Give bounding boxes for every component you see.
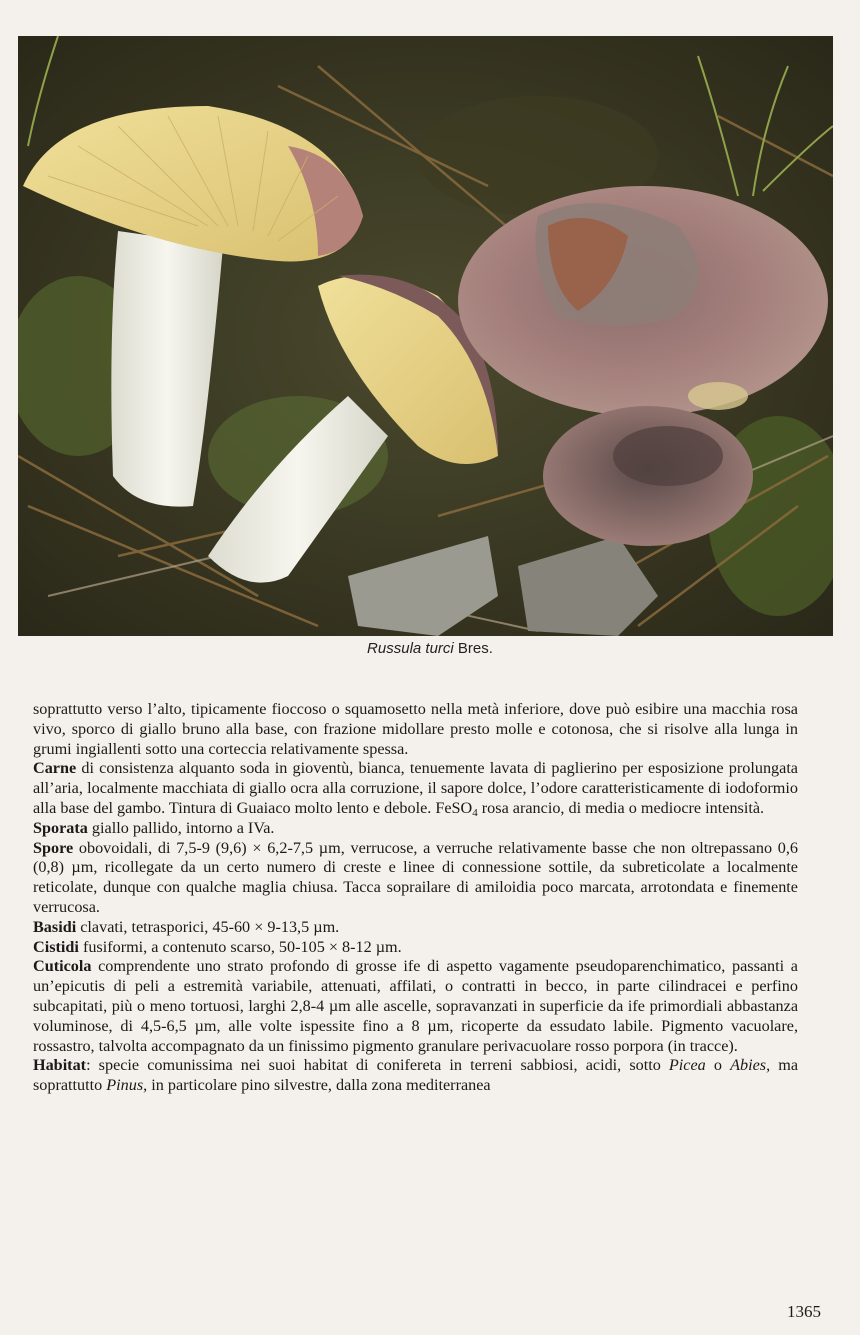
- mushroom-photograph: [18, 36, 833, 636]
- paragraph-habitat: Habitat: specie comunissima nei suoi habitat di conifereta in terreni sabbiosi, acidi, sotto Picea o Abies, ma soprattutto Pinus, in particolare pino silvestre, dalla zona mediterranea: [33, 1056, 799, 1095]
- caption-author: Bres.: [457, 640, 493, 657]
- heading-habitat: Habitat: [33, 1056, 87, 1075]
- body-text: [33, 700, 798, 1096]
- paragraph-spore: Spore obovoidali, di 7,5-9 (9,6) × 6,2-7,5 µm, verrucose, a verruche relativamente basse che non oltrepassano 0,6 (0,8) µm, ricollegate da un certo numero di creste e linee di connessione sottile, da subreticolate a localmente reticolate, dunque con qualche maglia chiusa. Tacca soprailare di amiloidia poco marcata, arrotondata e finemente verrucosa.: [33, 838, 798, 916]
- heading-spore: Spore: [33, 838, 74, 857]
- paragraph-cuticola: Cuticola comprendente uno strato profondo di grosse ife di aspetto vagamente pseudoparenchimatico, passanti a un’epicutis di peli a estremità variabile, attenuati, affilati, o contratti in becco, in parte cilindracei e perfino subcapitati, più o meno tortuosi, larghi 2,8-4 µm alle ascelle, sopravanzati in superficie da ife primordiali abbastanza voluminose, di 4,5-6,5 µm, alle volte ispessite fino a 8 µm, ricoperte da essudato labile. Pigmento vacuolare, rossastro, talvolta accompagnato da un finissimo pigmento granulare perivacuolare rosso porpora (in tracce).: [33, 957, 798, 1055]
- heading-basidi: Basidi: [33, 917, 77, 936]
- paragraph-carne: Carne di consistenza alquanto soda in gioventù, bianca, tenuemente lavata di paglierino per esposizione prolungata all’aria, localmente macchiata di giallo ocra alla corruzione, il sapore dolce, l’odore caratteristicamente di iodoformio alla base del gambo. Tintura di Guaiaco molto lento e debole. FeSO$_4$ rosa arancio, di media o mediocre intensità.: [33, 759, 798, 819]
- figure-caption: [0, 640, 860, 657]
- paragraph-sporata: Sporata giallo pallido, intorno a IVa.: [33, 818, 275, 837]
- page-number: 1365: [787, 1302, 821, 1321]
- heading-sporata: Sporata: [33, 818, 88, 837]
- paragraph-intro: soprattutto verso l’alto, tipicamente fioccoso o squamosetto nella metà inferiore, dove può esibire una macchia rosa vivo, sporco di giallo bruno alla base, con frazione midollare presto molle e cotonosa, che si risolve alla lunga in grumi ingiallenti sotto una corteccia relativamente spessa.: [33, 700, 798, 758]
- photo-illustration: [18, 36, 833, 636]
- paragraph-cistidi: Cistidi fusiformi, a contenuto scarso, 50-105 × 8-12 µm.: [33, 937, 402, 956]
- heading-cistidi: Cistidi: [33, 937, 79, 956]
- heading-cuticola: Cuticola: [33, 957, 92, 976]
- paragraph-basidi: Basidi clavati, tetrasporici, 45-60 × 9-13,5 µm.: [33, 917, 340, 936]
- heading-carne: Carne: [33, 759, 77, 778]
- caption-species: Russula turci: [367, 640, 454, 657]
